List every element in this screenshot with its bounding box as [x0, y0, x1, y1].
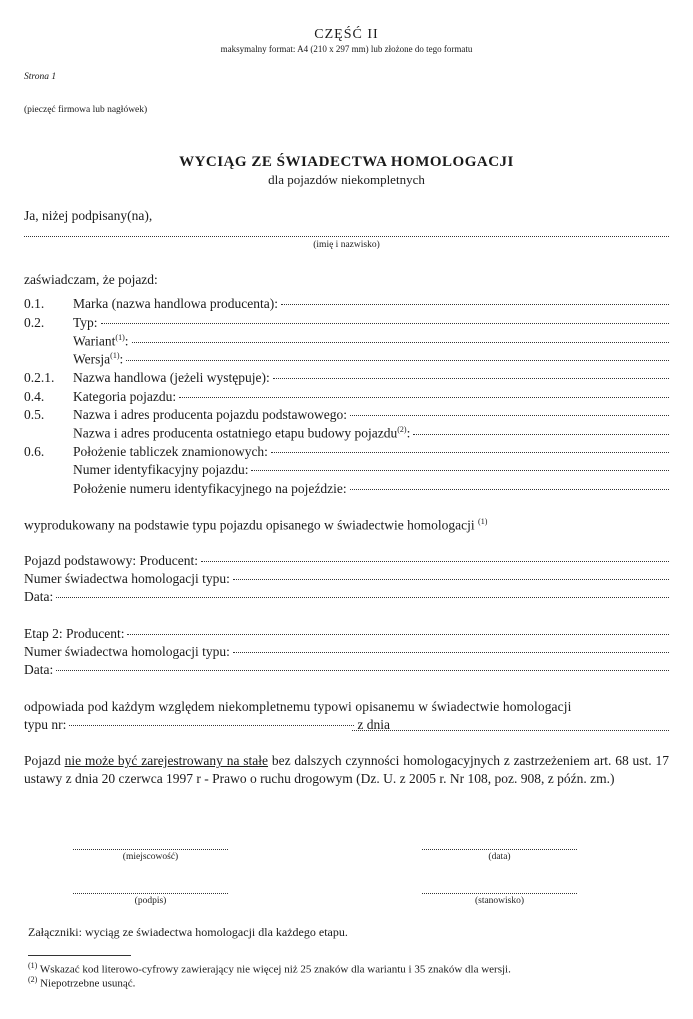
place-line[interactable] — [73, 849, 228, 850]
item-field[interactable]: Kategoria pojazdu: — [73, 389, 669, 405]
item-field[interactable]: Położenie numeru identyfikacyjnego na pojeździe: — [73, 481, 669, 497]
page-label: Strona 1 — [24, 72, 57, 82]
item-number: 0.6. — [24, 444, 45, 459]
item-field[interactable]: Typ: — [73, 315, 669, 331]
document-title: WYCIĄG ZE ŚWIADECTWA HOMOLOGACJI — [179, 154, 514, 170]
attachments-note: Załączniki: wyciąg ze świadectwa homologacji dla każdego etapu. — [28, 925, 348, 939]
item-number: 0.1. — [24, 296, 45, 311]
conformity-date-field[interactable] — [352, 730, 669, 731]
produced-statement: wyprodukowany na podstawie typu pojazdu opisanego w świadectwie homologacji $^{(1)}$ — [24, 517, 488, 533]
item-number: 0.4. — [24, 389, 45, 404]
document-subtitle: dla pojazdów niekompletnych — [268, 172, 425, 187]
position-caption: (stanowisko) — [474, 896, 525, 906]
footnote-separator — [28, 955, 131, 956]
conformity-type-field[interactable]: typu nr: z dnia — [24, 717, 390, 732]
footnote-2: $^{(2)}$ Niepotrzebne usunąć. — [28, 975, 136, 990]
stage2-producer-field[interactable]: Etap 2: Producent: — [24, 626, 669, 642]
position-line[interactable] — [422, 893, 577, 894]
item-field[interactable]: Nazwa i adres producenta pojazdu podstawowego: — [73, 407, 669, 423]
certify-label: zaświadczam, że pojazd: — [24, 272, 158, 287]
signature-caption: (podpis) — [134, 896, 167, 906]
item-field[interactable]: Położenie tabliczek znamionowych: — [73, 444, 669, 460]
item-number: 0.2. — [24, 315, 45, 330]
signer-label: Ja, niżej podpisany(na), — [24, 208, 153, 223]
item-field[interactable]: Wersja$^{(1)}$: — [73, 351, 669, 368]
conformity-text: odpowiada pod każdym względem niekompletnemu typowi opisanemu w świadectwie homologacji — [24, 699, 572, 714]
name-field[interactable] — [24, 236, 669, 237]
item-field[interactable]: Marka (nazwa handlowa producenta): — [73, 296, 669, 312]
item-field[interactable]: Wariant$^{(1)}$: — [73, 333, 669, 350]
notice-underlined: nie może być zarejestrowany na stałe — [64, 753, 269, 768]
date-line[interactable] — [422, 849, 577, 850]
base-cert-field[interactable]: Numer świadectwa homologacji typu: — [24, 571, 669, 587]
item-number: 0.2.1. — [24, 370, 55, 385]
item-field[interactable]: Nazwa handlowa (jeżeli występuje): — [73, 370, 669, 386]
date-caption: (data) — [488, 852, 511, 862]
registration-notice: Pojazd nie może być zarejestrowany na stałe bez dalszych czynności homologacyjnych z zastrzeżeniem art. 68 ust. 17 ustawy z dnia 20 czerwca 1997 r - Prawo o ruchu drogowym (Dz. U. z 2005 r. Nr 108, poz. 908, z późn. zm.) — [24, 753, 669, 786]
stage2-cert-field[interactable]: Numer świadectwa homologacji typu: — [24, 644, 669, 660]
place-caption: (miejscowość) — [122, 852, 179, 862]
name-caption: (imię i nazwisko) — [313, 240, 380, 250]
item-field[interactable]: Numer identyfikacyjny pojazdu: — [73, 462, 669, 478]
signature-line[interactable] — [73, 893, 228, 894]
footnote-1: $^{(1)}$ Wskazać kod literowo-cyfrowy zawierający nie więcej niż 25 znaków dla wariantu i 35 znaków dla wersji. — [28, 961, 511, 976]
base-producer-field[interactable]: Pojazd podstawowy: Producent: — [24, 553, 669, 569]
stage2-date-field[interactable]: Data: — [24, 662, 669, 678]
item-field[interactable]: Nazwa i adres producenta ostatniego etapu budowy pojazdu$^{(2)}$: — [73, 425, 669, 442]
item-number: 0.5. — [24, 407, 45, 422]
stamp-label: (pieczęć firmowa lub nagłówek) — [24, 105, 148, 115]
format-note: maksymalny format: A4 (210 x 297 mm) lub złożone do tego formatu — [220, 44, 473, 54]
part-heading: CZĘŚĆ II — [314, 27, 379, 42]
base-date-field[interactable]: Data: — [24, 589, 669, 605]
